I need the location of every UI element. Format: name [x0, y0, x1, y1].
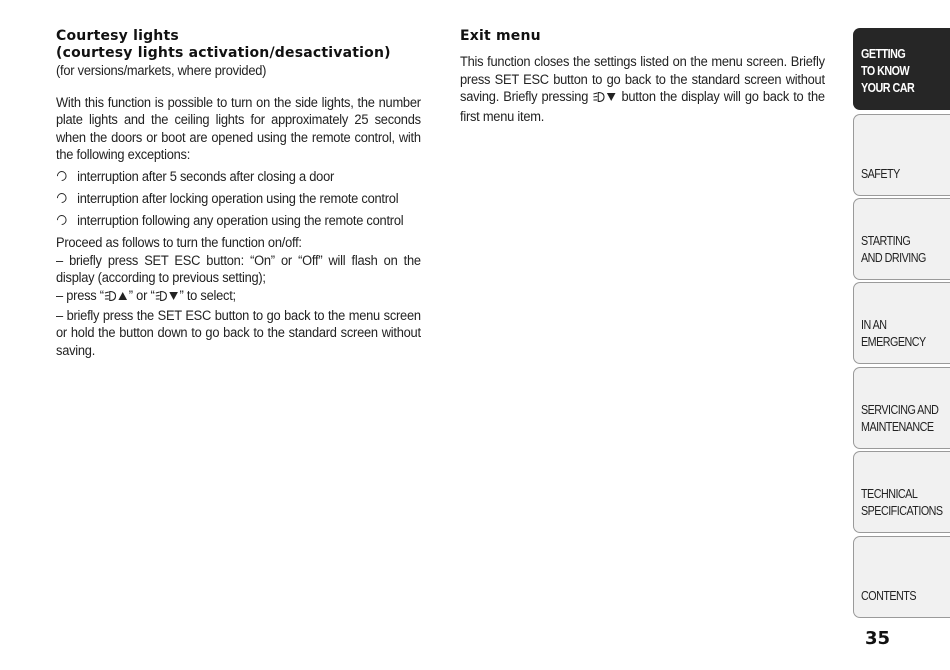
- tab-servicing-and-maintenance[interactable]: SERVICING AND MAINTENANCE: [853, 367, 950, 449]
- tab-in-an-emergency[interactable]: IN AN EMERGENCY: [853, 282, 950, 364]
- courtesy-lights-section: [56, 28, 436, 359]
- section-title-sub: (courtesy lights activation/desactivation): [56, 45, 391, 61]
- tab-starting-and-driving[interactable]: STARTING AND DRIVING: [853, 198, 950, 280]
- dashboard-light-up-icon: [104, 289, 129, 307]
- section-title: Exit menu: [460, 28, 541, 44]
- tab-contents[interactable]: CONTENTS: [853, 536, 950, 618]
- list-item: interruption following any operation using the remote control: [56, 212, 421, 230]
- open-circle-bullet-icon: [55, 191, 69, 205]
- list-item: interruption after locking operation using the remote control: [56, 190, 421, 208]
- step-1: – briefly press SET ESC button: “On” or “Off” will flash on the display (according to previous setting);: [56, 252, 421, 286]
- section-title: Courtesy lights: [56, 28, 179, 44]
- exceptions-list: [56, 168, 421, 230]
- open-circle-bullet-icon: [55, 169, 69, 183]
- tab-getting-to-know-your-car[interactable]: GETTING TO KNOW YOUR CAR: [853, 28, 950, 110]
- exit-menu-section: [460, 28, 840, 125]
- exit-menu-paragraph: This function closes the settings listed on the menu screen. Briefly press SET ESC button to go back to the standard screen without saving. Briefly pressing button the display will go back to the first menu item.: [460, 54, 825, 124]
- step-3: – briefly press the SET ESC button to go back to the menu screen or hold the button down to go back to the standard screen without saving.: [56, 307, 421, 358]
- step-2: – press “ ” or “ ” to select;: [56, 287, 421, 307]
- proceed-text: Proceed as follows to turn the function on/off:: [56, 235, 302, 251]
- dashboard-light-down-icon: [155, 289, 180, 307]
- page-number: 35: [865, 628, 891, 649]
- tab-safety[interactable]: SAFETY: [853, 114, 950, 196]
- section-subtitle: (for versions/markets, where provided): [56, 63, 267, 78]
- intro-paragraph: With this function is possible to turn on the side lights, the number plate lights and the ceiling lights for approximately 25 seconds when the doors or boot are opened using the remote control, with the following exceptions:: [56, 94, 421, 163]
- open-circle-bullet-icon: [55, 213, 69, 227]
- tab-technical-specifications[interactable]: TECHNICAL SPECIFICATIONS: [853, 451, 950, 533]
- dashboard-light-down-icon: [592, 90, 617, 108]
- list-item: interruption after 5 seconds after closing a door: [56, 168, 421, 186]
